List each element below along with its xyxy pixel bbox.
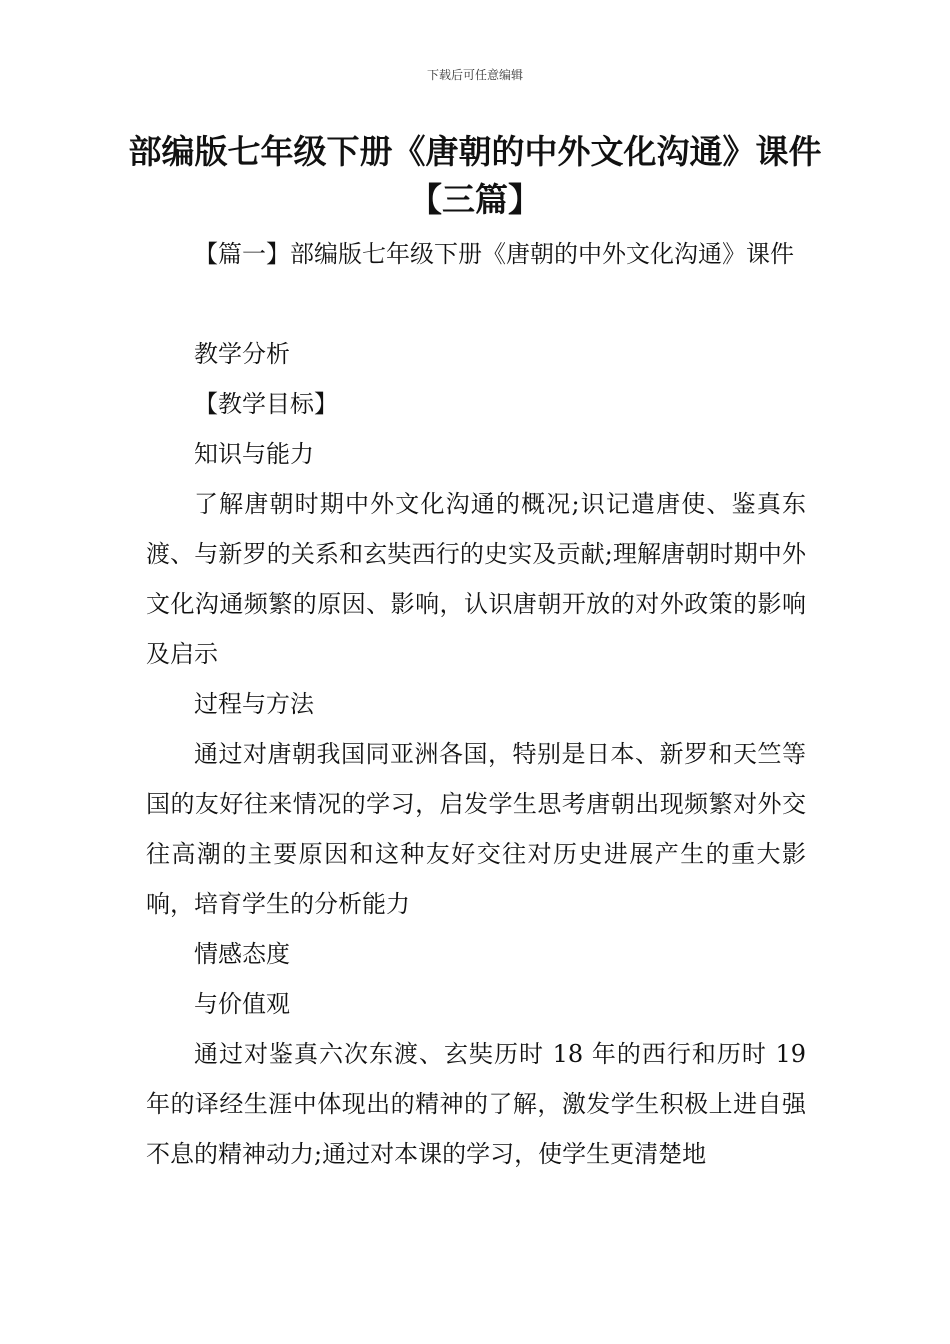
paragraph: 情感态度 xyxy=(194,940,290,968)
paragraph: 知识与能力 xyxy=(194,440,314,468)
paragraph: 【教学目标】 xyxy=(194,390,338,418)
header-note: 下载后可任意编辑 xyxy=(426,68,523,82)
paragraph: 过程与方法 xyxy=(194,690,314,718)
document-body xyxy=(146,229,806,1179)
paragraph: 通过对鉴真六次东渡、玄奘历时 18 年的西行和历时 19 年的译经生涯中体现出的精神的了解，激发学生积极上进自强不息的精神动力;通过对本课的学习，使学生更清楚地 xyxy=(146,1040,806,1168)
blank-line xyxy=(146,279,806,329)
paragraph: 了解唐朝时期中外文化沟通的概况;识记遣唐使、鉴真东渡、与新罗的关系和玄奘西行的史实及贡献;理解唐朝时期中外文化沟通频繁的原因、影响，认识唐朝开放的对外政策的影响及启示 xyxy=(146,490,806,668)
document-title: 部编版七年级下册《唐朝的中外文化沟通》课件【三篇】 xyxy=(128,132,822,219)
paragraph: 通过对唐朝我国同亚洲各国，特别是日本、新罗和天竺等国的友好往来情况的学习，启发学生思考唐朝出现频繁对外交往高潮的主要原因和这种友好交往对历史进展产生的重大影响，培育学生的分析能力 xyxy=(146,740,806,918)
paragraph: 教学分析 xyxy=(194,340,290,368)
paragraph: 与价值观 xyxy=(194,990,290,1018)
section-heading: 【篇一】部编版七年级下册《唐朝的中外文化沟通》课件 xyxy=(194,240,794,268)
